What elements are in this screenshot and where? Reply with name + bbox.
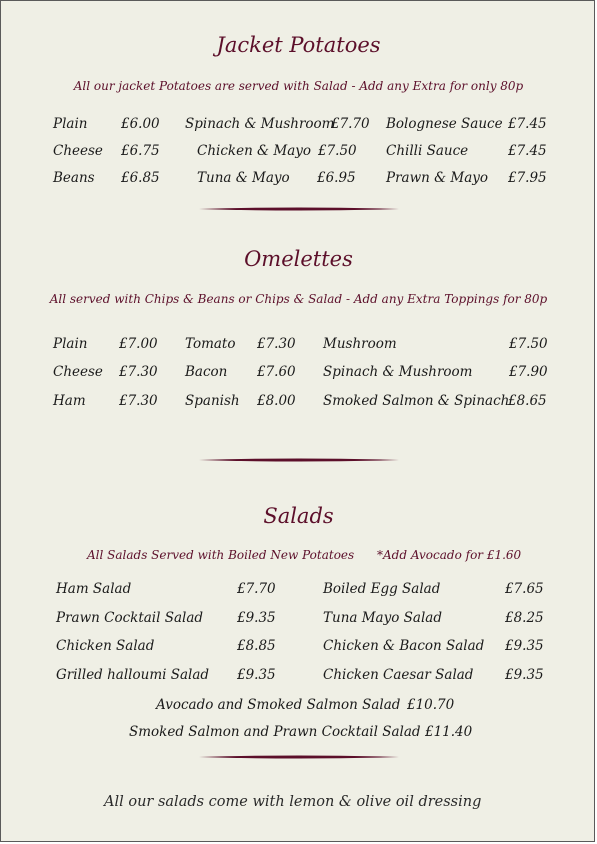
menu-item-name: Smoked Salmon and Prawn Cocktail Salad: [129, 724, 421, 740]
menu-item-name: Ham Salad: [56, 581, 132, 597]
menu-item-name: Chilli Sauce: [386, 143, 469, 159]
menu-item-name: Tuna Mayo Salad: [323, 610, 442, 626]
menu-item-name: Boiled Egg Salad: [323, 581, 441, 597]
menu-item-name: Prawn Cocktail Salad: [56, 610, 204, 626]
jacket-potatoes-title: Jacket Potatoes: [216, 33, 381, 57]
menu-item-price: £7.45: [508, 143, 547, 159]
menu-item-price: £9.35: [505, 667, 544, 683]
menu-item-price: £7.70: [331, 116, 370, 132]
salads-subtitle: All Salads Served with Boiled New Potatoes: [87, 548, 355, 562]
omelettes-subtitle: All served with Chips & Beans or Chips & Salad - Add any Extra Toppings for 80p: [49, 292, 548, 306]
menu-item-price: £7.60: [257, 364, 296, 380]
menu-item-price: £6.75: [121, 143, 160, 159]
menu-item-name: Avocado and Smoked Salmon Salad: [156, 697, 401, 713]
menu-item-price: £7.50: [509, 336, 548, 352]
menu-item-price: £7.95: [508, 170, 547, 186]
menu-item-name: Grilled halloumi Salad: [56, 667, 210, 683]
menu-item-name: Spinach & Mushroom: [185, 116, 335, 132]
menu-item-price: £6.85: [121, 170, 160, 186]
menu-item-name: Prawn & Mayo: [386, 170, 489, 186]
section-divider: [199, 754, 399, 760]
jacket-potatoes-subtitle: All our jacket Potatoes are served with Salad - Add any Extra for only 80p: [73, 79, 524, 93]
menu-item-price: £7.45: [508, 116, 547, 132]
menu-item-price: £8.00: [257, 393, 296, 409]
menu-item-price: £11.40: [425, 724, 473, 740]
menu-item-name: Cheese: [53, 364, 103, 380]
menu-item-name: Cheese: [53, 143, 103, 159]
menu-item-price: £7.70: [237, 581, 276, 597]
menu-item-name: Smoked Salmon & Spinach: [323, 393, 510, 409]
menu-item-price: £8.25: [505, 610, 544, 626]
menu-item-price: £10.70: [407, 697, 455, 713]
menu-item-price: £9.35: [505, 638, 544, 654]
menu-item-price: £7.00: [119, 336, 158, 352]
menu-item-price: £7.50: [318, 143, 357, 159]
menu-item-name: Spanish: [185, 393, 240, 409]
menu-item-name: Tuna & Mayo: [197, 170, 290, 186]
menu-item-price: £6.00: [121, 116, 160, 132]
omelettes-title: Omelettes: [244, 247, 353, 271]
menu-item-name: Spinach & Mushroom: [323, 364, 473, 380]
section-divider: [199, 206, 399, 212]
menu-item-name: Bacon: [185, 364, 228, 380]
menu-item-price: £7.30: [119, 364, 158, 380]
menu-item-name: Beans: [53, 170, 95, 186]
salads-avocado-note: *Add Avocado for £1.60: [377, 548, 522, 562]
menu-item-price: £7.90: [509, 364, 548, 380]
menu-item-name: Chicken & Mayo: [197, 143, 311, 159]
menu-item-price: £8.65: [508, 393, 547, 409]
menu-item-price: £9.35: [237, 667, 276, 683]
menu-item-price: £7.65: [505, 581, 544, 597]
menu-item-name: Tomato: [185, 336, 236, 352]
menu-item-name: Plain: [53, 116, 88, 132]
menu-item-price: £6.95: [317, 170, 356, 186]
menu-item-price: £7.30: [257, 336, 296, 352]
menu-item-name: Bolognese Sauce: [386, 116, 503, 132]
salads-dressing-note: All our salads come with lemon & olive oil dressing: [104, 794, 482, 810]
menu-item-name: Ham: [53, 393, 86, 409]
menu-item-price: £8.85: [237, 638, 276, 654]
salads-title: Salads: [263, 504, 334, 528]
menu-item-name: Chicken Caesar Salad: [323, 667, 474, 683]
menu-item-name: Chicken & Bacon Salad: [323, 638, 485, 654]
section-divider: [199, 457, 399, 463]
menu-item-name: Plain: [53, 336, 88, 352]
menu-item-name: Mushroom: [323, 336, 397, 352]
menu-item-name: Chicken Salad: [56, 638, 155, 654]
menu-item-price: £9.35: [237, 610, 276, 626]
menu-item-price: £7.30: [119, 393, 158, 409]
